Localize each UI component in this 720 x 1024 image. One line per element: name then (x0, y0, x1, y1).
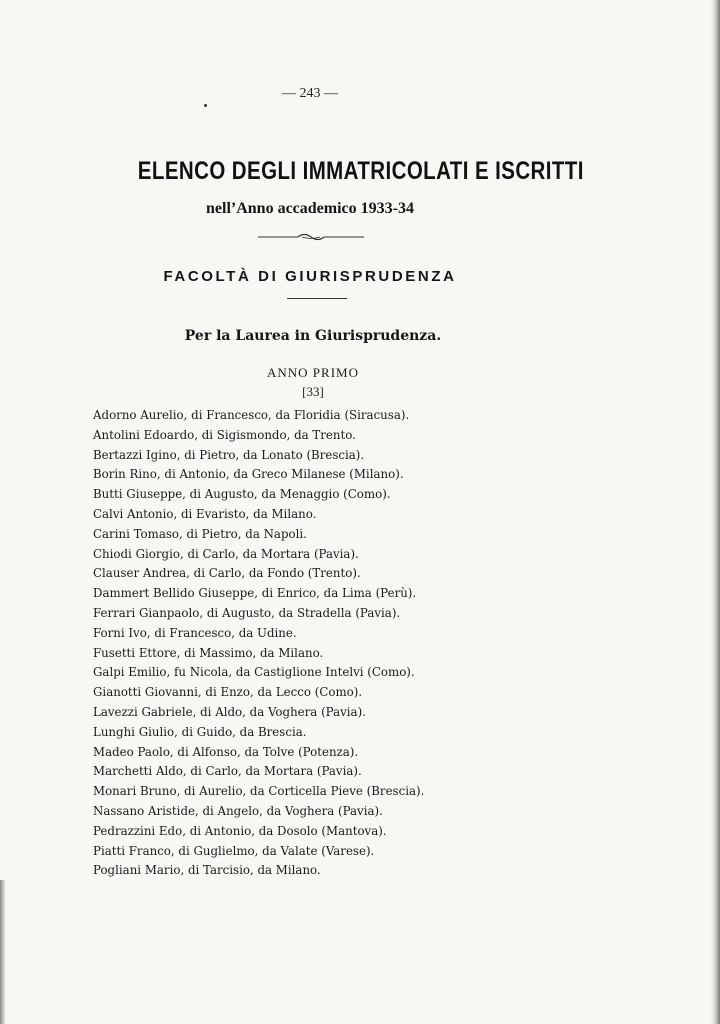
student-count: [33] (302, 384, 324, 399)
document-title: ELENCO DEGLI IMMATRICOLATI E ISCRITTI (137, 157, 584, 185)
student-entry: Dammert Bellido Giuseppe, di Enrico, da Lima (Perù). (93, 586, 417, 601)
student-entry: Gianotti Giovanni, di Enzo, da Lecco (Como). (93, 685, 363, 700)
student-entry: Forni Ivo, di Francesco, da Udine. (93, 625, 297, 640)
student-entry: Bertazzi Igino, di Pietro, da Lonato (Brescia). (93, 447, 365, 462)
student-entry: Borin Rino, di Antonio, da Greco Milanese (Milano). (93, 467, 404, 482)
student-entry: Piatti Franco, di Guglielmo, da Valate (Varese). (93, 843, 375, 858)
student-entry: Nassano Aristide, di Angelo, da Voghera (Pavia). (93, 803, 383, 818)
ornamental-divider-icon (258, 231, 364, 243)
student-entry: Marchetti Aldo, di Carlo, da Mortara (Pavia). (93, 764, 362, 779)
student-entry: Calvi Antonio, di Evaristo, da Milano. (93, 506, 317, 521)
student-entry: Clauser Andrea, di Carlo, da Fondo (Trento). (93, 566, 361, 581)
scan-edge-shadow-right (711, 0, 720, 1024)
student-entry: Pogliani Mario, di Tarcisio, da Milano. (93, 863, 321, 878)
section-rule (287, 298, 347, 299)
student-entry: Lunghi Giulio, di Guido, da Brescia. (93, 724, 307, 739)
student-entry: Antolini Edoardo, di Sigismondo, da Trento. (93, 427, 356, 442)
degree-heading: Per la Laurea in Giurisprudenza. (184, 328, 442, 344)
student-entry: Pedrazzini Edo, di Antonio, da Dosolo (Mantova). (93, 823, 387, 838)
student-entry: Ferrari Gianpaolo, di Augusto, da Stradella (Pavia). (93, 605, 401, 620)
student-list (93, 406, 493, 881)
year-heading: ANNO PRIMO (267, 365, 359, 380)
scan-edge-shadow-left (0, 880, 6, 1024)
student-entry: Monari Bruno, di Aurelio, da Corticella Pieve (Brescia). (93, 784, 425, 799)
student-entry: Carini Tomaso, di Pietro, da Napoli. (93, 526, 307, 541)
student-entry: Galpi Emilio, fu Nicola, da Castiglione Intelvi (Como). (93, 665, 415, 680)
page-number: — 243 — (282, 86, 338, 101)
student-entry: Lavezzi Gabriele, di Aldo, da Voghera (Pavia). (93, 704, 366, 719)
faculty-heading: FACOLTÀ DI GIURISPRUDENZA (163, 268, 457, 285)
student-entry: Fusetti Ettore, di Massimo, da Milano. (93, 645, 324, 660)
student-entry: Butti Giuseppe, di Augusto, da Menaggio (Como). (93, 487, 391, 502)
student-entry: Chiodi Giorgio, di Carlo, da Mortara (Pavia). (93, 546, 359, 561)
ink-speck (204, 104, 207, 107)
academic-year-subtitle: nell’Anno accademico 1933-34 (206, 200, 414, 217)
student-entry: Madeo Paolo, di Alfonso, da Tolve (Potenza). (93, 744, 359, 759)
student-entry: Adorno Aurelio, di Francesco, da Floridia (Siracusa). (93, 408, 410, 422)
